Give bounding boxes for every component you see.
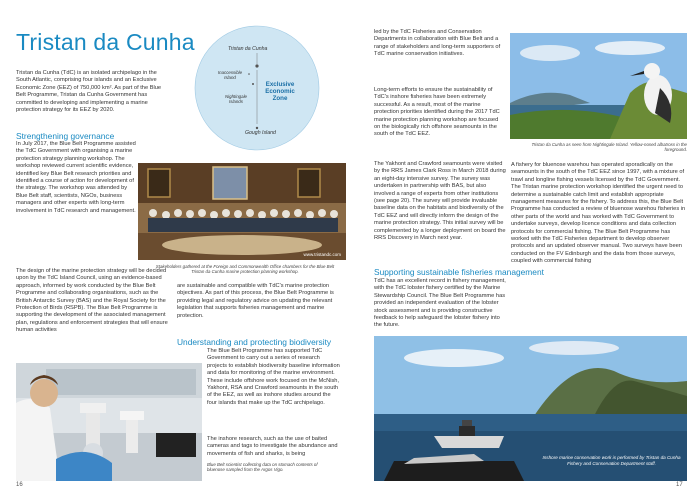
page-number-left: 16 xyxy=(16,482,23,488)
compatible-paragraph: are sustainable and compatible with TdC's marine protection objectives. As part of this process, the Blue Belt Programme is providing legal and regulatory advice on updating the relevant legislation that supports fisheries management and marine protection. xyxy=(177,283,334,319)
design-paragraph: The design of the marine protection strategy will be decided upon by the TdC Island Council, using an evidence-based approach, informed by work conducted by the Blue Belt Programme and collaborating organisations, such as the British Antarctic Survey (BAS) and the Royal Society for the Protection of Birds (RSPB). The Blue Belt Programme is supporting the development of the associated management plan, regulations and enforcement strategies that will ensure human activities xyxy=(16,268,168,334)
led-paragraph: led by the TdC Fisheries and Conservation Departments in collaboration with Blue Belt and a range of stakeholders and long-term supporters of TdC marine conservation initiatives. xyxy=(374,29,501,58)
workshop-watermark: www.tristandc.com xyxy=(303,252,341,257)
boat-photo xyxy=(374,336,687,481)
inshore-paragraph: The inshore research, such as the use of baited cameras and tags to investigate the abundance and movements of fish and sharks, is being xyxy=(207,436,338,457)
page-number-right: 17 xyxy=(676,482,683,488)
seamounts-paragraph: The Yakhont and Crawford seamounts were visited by the RRS James Clark Ross in March 2018 during an eight-day intensive survey. The survey was undertaken in partnership with BAS, but also involved a range of experts from other institutions (see page 20). The survey will provide invaluable baseline data on the habitats and biodiversity of the TdC EEZ and will directly inform the design of the marine protection strategy. This initial survey will be complemented by a longer deployment on board the RRS Discovery in March next year. xyxy=(374,161,506,242)
intro-paragraph: Tristan da Cunha (TdC) is an isolated archipelago in the South Atlantic, comprising four islands and an Exclusive Economic Zone (EEZ) of 750,000 km². As part of the Blue Belt Programme, Tristan da Cunha Government has committed to developing and implementing a marine protection strategy for its EEZ by 2020. xyxy=(16,70,162,114)
page-title: Tristan da Cunha xyxy=(16,29,195,55)
scientist-caption: Blue Belt scientist collecting data on stomach contents of bluenose sampled from the Argos Vigo. xyxy=(207,462,318,473)
boat-caption: Inshore marine conservation work is performed by Tristan da Cunha Fishery and Conservation Department staff. xyxy=(542,455,681,466)
biodiversity-heading: Understanding and protecting biodiversity xyxy=(177,337,332,347)
map-label-inaccessible: Inaccessible Island xyxy=(217,70,243,80)
fisheries-heading: Supporting sustainable fisheries management xyxy=(374,267,544,277)
albatross-caption: Tristan da Cunha as seen from Nightingale Island. Yellow-nosed albatross in the foreground. xyxy=(531,142,687,153)
map-label-eez: Exclusive Economic Zone xyxy=(265,81,295,102)
biodiversity-paragraph: The Blue Belt Programme has supported TdC Government to carry out a series of research projects to establish biodiversity baseline information and data for monitoring of the marine environment. These include offshore work focused on the McNish, Yakhont, RSA and Crawford seamounts in the south of the EEZ, as well as inshore studies around the four islands that make up the TdC archipelago. xyxy=(207,348,340,406)
longterm-paragraph: Long-term efforts to ensure the sustainability of TdC's inshore fisheries have been extremely successful. As a result, most of the marine protection priorities identified during the 2017 TdC marine protection planning workshop are focused on the biologically rich offshore seamounts in the south of the TdC EEZ. xyxy=(374,87,500,138)
governance-paragraph: In July 2017, the Blue Belt Programme assisted the TdC Government with organising a marine protection strategy planning workshop. The workshop reviewed current scientific evidence, identified key Blue Belt research priorities and identified a course of action for development of the strategy. The workshop was attended by Blue Belt staff, scientists, NGOs, business managers and other experts with long-term involvement in TdC research and management. xyxy=(16,141,136,214)
bluenose-paragraph: A fishery for bluenose warehou has operated sporadically on the seamounts in the south of the TdC EEZ since 1997, with a mixture of trawl and longline fishing vessels licensed by the TdC Government. The Tristan marine protection workshop identified the urgent need to determine a sustainable catch limit and establish appropriate management measures for the fishery. To address this, the Blue Belt Programme has conducted a review of bluenose warehou fisheries in other parts of the world and has worked with TdC Government to undertake surveys, develop licence conditions and data collection protocols for commercial fishing. The Blue Belt Programme has worked with the TdC Fisheries department to develop observer protocols and an updated observer manual. Two surveys have been conducted on the FV Edinburgh and the data from those surveys, coupled with commercial fishing xyxy=(511,162,686,265)
governance-heading: Strengthening governance xyxy=(16,131,115,141)
albatross-photo xyxy=(510,33,687,139)
workshop-photo xyxy=(138,163,346,260)
laboratory-photo xyxy=(16,363,202,481)
fisheries-paragraph: TdC has an excellent record in fishery management, with the TdC lobster fishery certified by the Marine Stewardship Council. The Blue Belt Programme has provided an independent evaluation of the lobster stock assessment and is providing constructive feedback to help safeguard the lobster fishery into the future. xyxy=(374,278,506,329)
eez-map xyxy=(193,24,321,152)
workshop-caption: Stakeholders gathered at the Foreign and Commonwealth Office chambers for the Blue Belt Tristan da Cunha marine protection planning workshop. xyxy=(155,264,335,275)
map-label-gough: Gough Island xyxy=(245,130,276,136)
map-label-nightingale: Nightingale Islands xyxy=(225,94,247,104)
map-label-tristan: Tristan da Cunha xyxy=(228,46,268,52)
